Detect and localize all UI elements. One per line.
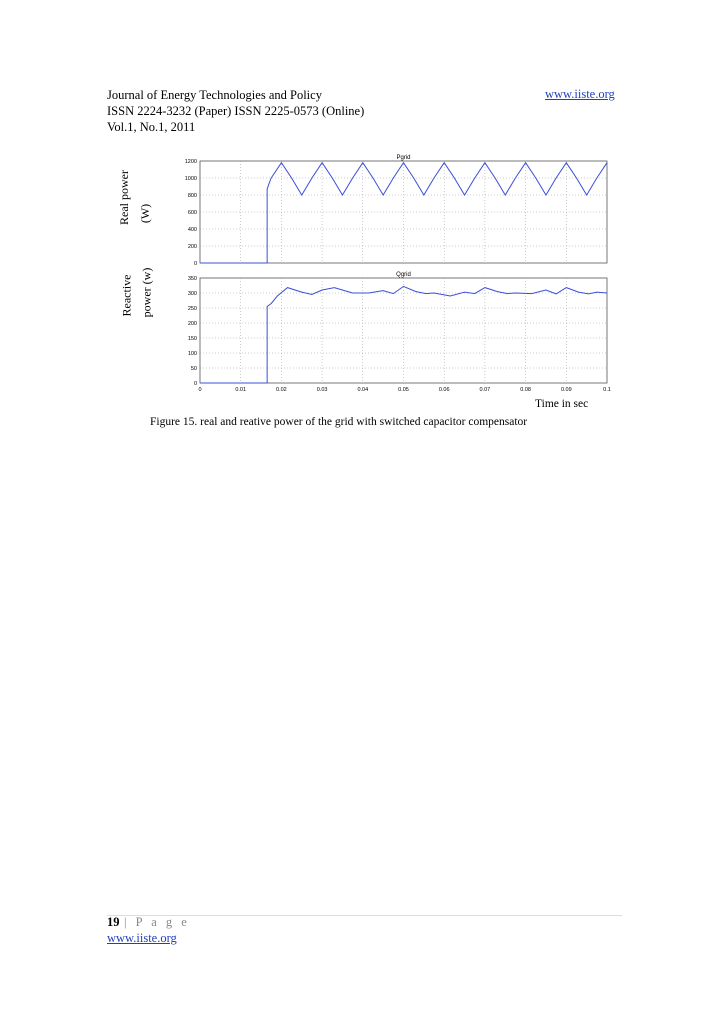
panel-1-ytick-label: 1000	[184, 176, 197, 182]
panel-1-ytick-label: 200	[187, 244, 197, 250]
ylabel-real-power-line1: Real power	[116, 170, 131, 225]
panel-1-ytick-label: 600	[187, 210, 197, 216]
panel-2-xtick-label: 0.07	[479, 387, 491, 393]
x-axis-title: Time in sec	[535, 398, 589, 410]
panel-1-ytick-label: 0	[193, 261, 197, 267]
issn-line: ISSN 2224-3232 (Paper) ISSN 2225-0573 (Online)	[107, 104, 365, 118]
panel-1-title: Pgrid	[396, 155, 411, 161]
panel-2-ytick-label: 50	[190, 366, 197, 372]
panel-2-xtick-label: 0.02	[276, 387, 287, 393]
ylabel-reactive-power-line1: Reactive	[119, 274, 134, 317]
panel-2-xtick-label: 0.1	[603, 387, 611, 393]
panel-2-xtick-label: 0.09	[560, 387, 572, 393]
panel-2-ytick-label: 0	[193, 381, 197, 387]
ylabel-real-power-line2: (W)	[138, 203, 153, 224]
panel-1-ytick-label: 800	[187, 193, 197, 199]
panel-1-ytick-label: 1200	[184, 159, 197, 165]
panel-2-ytick-label: 200	[187, 321, 197, 327]
panel-2-xtick-label: 0.06	[438, 387, 450, 393]
panel-2-title: Qgrid	[396, 272, 411, 278]
header-url-link[interactable]: www.iiste.org	[545, 87, 615, 101]
panel-2-xtick-label: 0.01	[235, 387, 247, 393]
power-figure	[0, 0, 728, 400]
page-label: | P a g e	[124, 915, 190, 929]
panel-2-ytick-label: 150	[187, 336, 197, 342]
footer-url-link[interactable]: www.iiste.org	[107, 931, 177, 945]
figure-caption: Figure 15. real and reative power of the grid with switched capacitor compensator	[150, 416, 528, 428]
page-number: 19	[107, 915, 120, 929]
panel-1-ytick-label: 400	[187, 227, 197, 233]
panel-2-xtick-label: 0.03	[316, 387, 328, 393]
panel-2-xtick-label: 0.08	[520, 387, 531, 393]
panel-2-ytick-label: 350	[187, 276, 197, 282]
panel-2-ytick-label: 250	[187, 306, 197, 312]
panel-2-ytick-label: 300	[187, 291, 197, 297]
panel-2-ytick-label: 100	[187, 351, 197, 357]
volume-line: Vol.1, No.1, 2011	[107, 120, 196, 134]
panel-2-xtick-label: 0.05	[398, 387, 409, 393]
journal-title: Journal of Energy Technologies and Policy	[107, 88, 322, 102]
panel-2-xtick-label: 0	[198, 387, 202, 393]
panel-2-xtick-label: 0.04	[357, 387, 369, 393]
ylabel-reactive-power-line2: power (w)	[139, 267, 154, 318]
